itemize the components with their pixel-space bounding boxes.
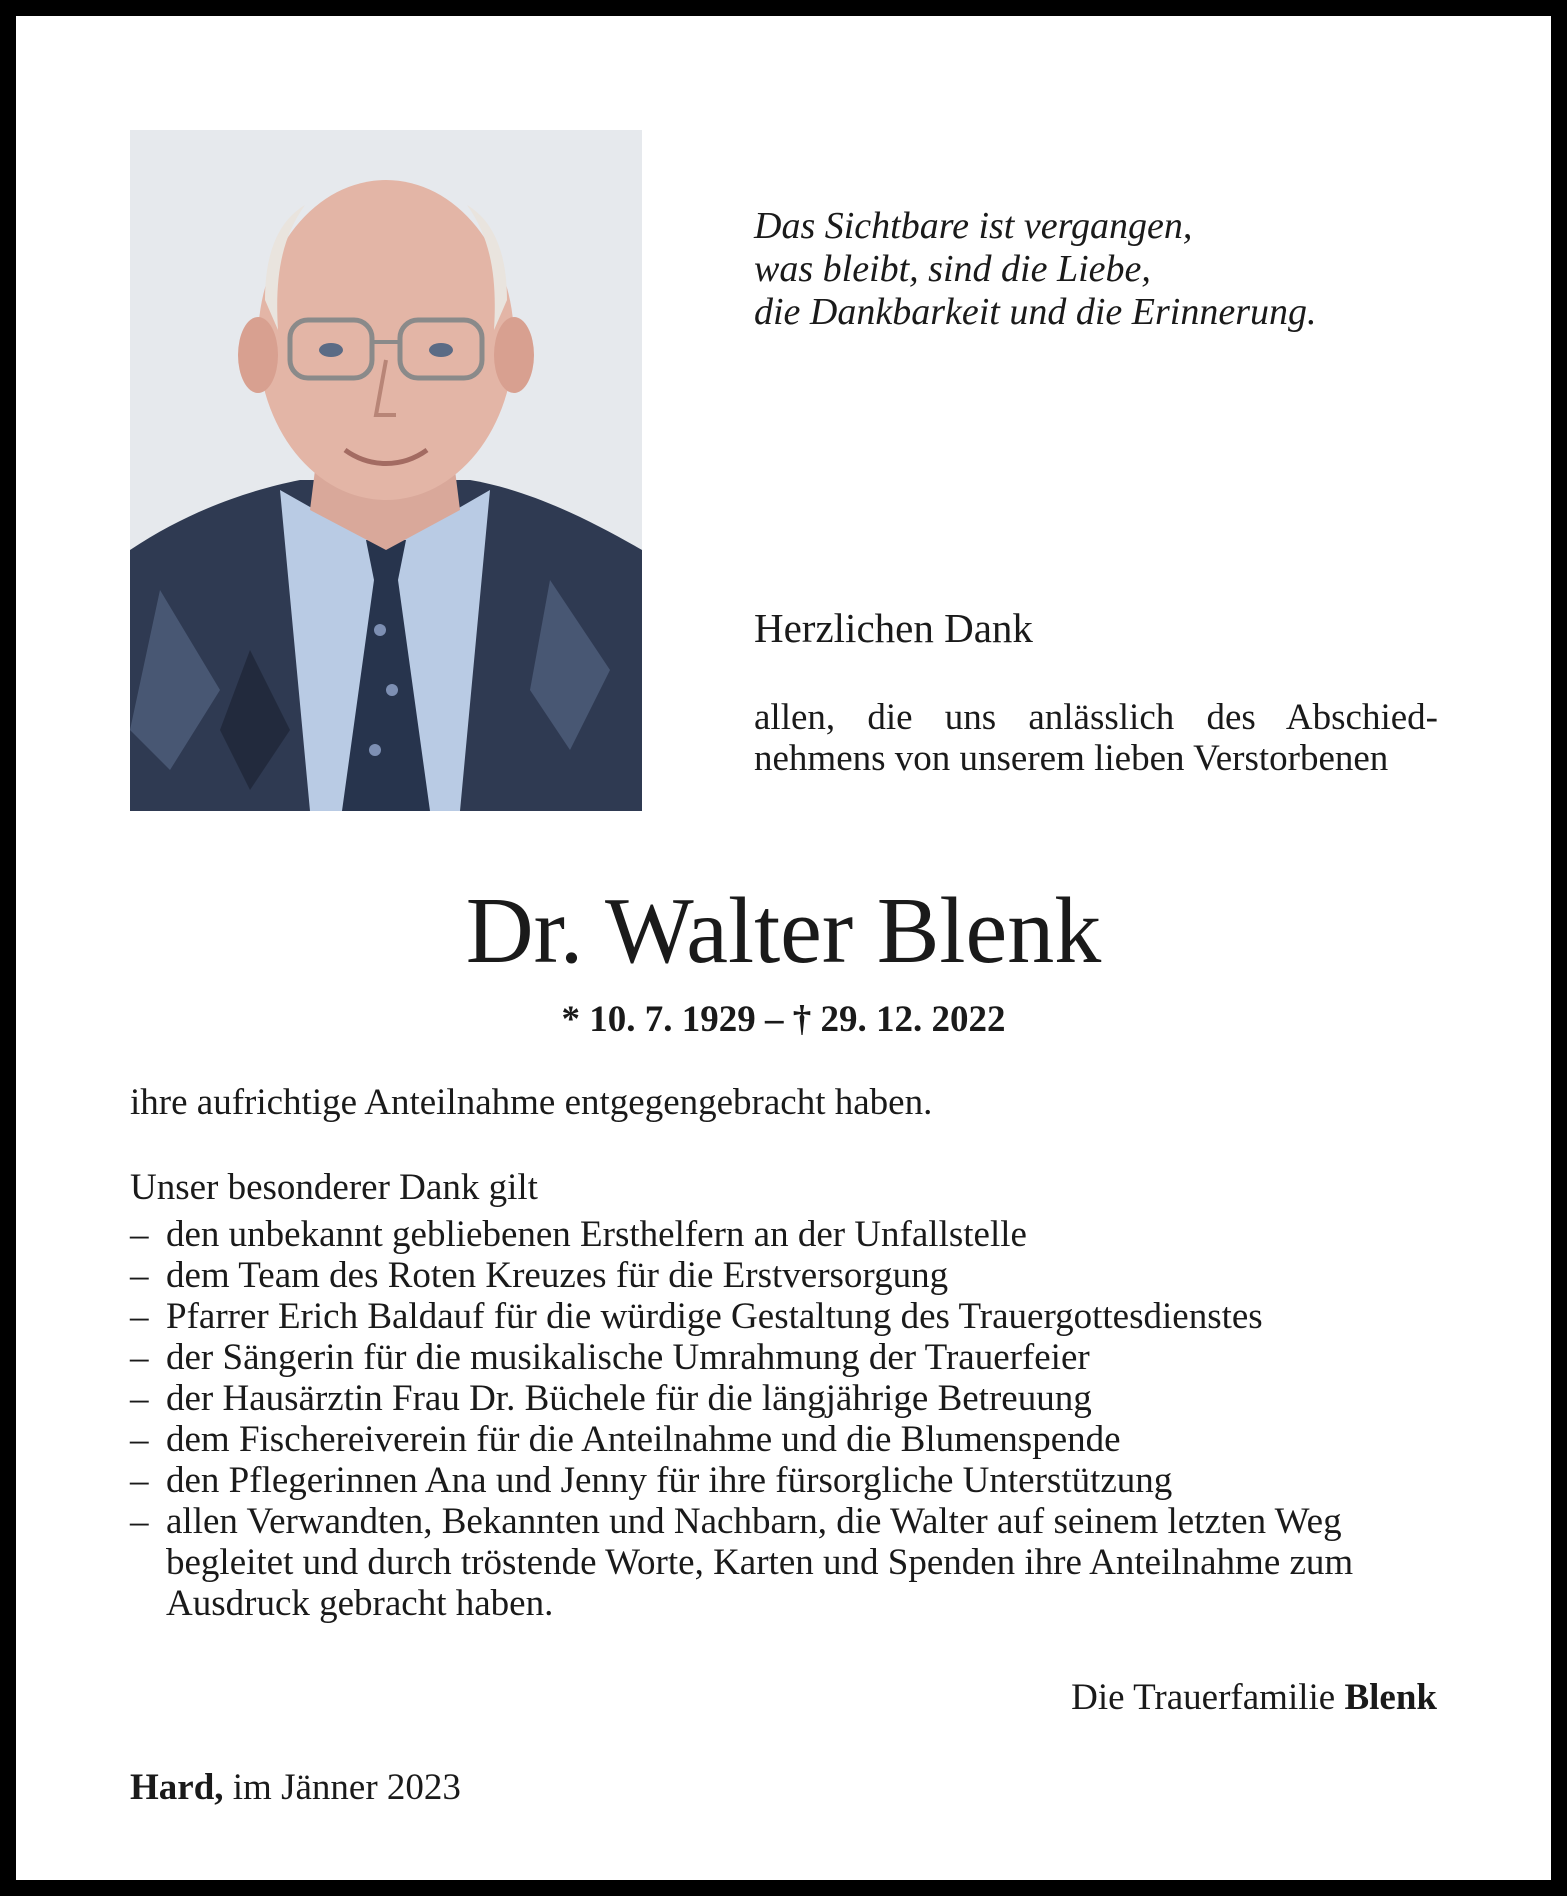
- list-dash: –: [130, 1214, 149, 1255]
- signature-prefix: Die Trauerfamilie: [1071, 1677, 1336, 1718]
- thanks-list: [130, 1214, 1440, 1624]
- list-item: [130, 1255, 1440, 1296]
- list-item: [130, 1501, 1440, 1624]
- list-item-text: der Sängerin für die musikalische Umrahmung der Trauerfeier: [166, 1337, 1090, 1378]
- list-dash: –: [130, 1255, 149, 1296]
- memorial-quote: [754, 205, 1317, 334]
- list-item: [130, 1460, 1440, 1501]
- portrait-photo: [130, 130, 642, 811]
- thanks-heading: Herzlichen Dank: [754, 605, 1033, 651]
- list-dash: –: [130, 1337, 149, 1378]
- place-date-text: im Jänner 2023: [232, 1767, 461, 1808]
- place-town: Hard,: [130, 1767, 224, 1808]
- list-item-text: dem Fischereiverein für die Anteilnahme und die Blumenspende: [166, 1419, 1121, 1460]
- list-item: [130, 1419, 1440, 1460]
- deceased-name: Dr. Walter Blenk: [465, 879, 1102, 983]
- list-item: [130, 1337, 1440, 1378]
- list-item: [130, 1296, 1440, 1337]
- list-dash: –: [130, 1419, 149, 1460]
- portrait-illustration: [130, 130, 642, 811]
- quote-line: Das Sichtbare ist vergangen,: [754, 205, 1193, 247]
- special-thanks-heading: Unser besonderer Dank gilt: [130, 1167, 538, 1208]
- sympathy-line: ihre aufrichtige Anteilnahme entgegengebracht haben.: [130, 1082, 933, 1123]
- quote-line: was bleibt, sind die Liebe,: [754, 248, 1151, 290]
- thanks-intro: allen, die uns anlässlich des Abschiednehmens von unserem lieben Verstorbenen: [754, 697, 1438, 779]
- list-dash: –: [130, 1460, 149, 1501]
- list-dash: –: [130, 1501, 149, 1542]
- list-item: [130, 1378, 1440, 1419]
- list-dash: –: [130, 1378, 149, 1419]
- life-dates: * 10. 7. 1929 – † 29. 12. 2022: [561, 999, 1006, 1040]
- signature-family-name: Blenk: [1344, 1677, 1437, 1718]
- list-item-text: Pfarrer Erich Baldauf für die würdige Gestaltung des Trauergottesdienstes: [166, 1296, 1263, 1337]
- list-item-text: den Pflegerinnen Ana und Jenny für ihre fürsorgliche Unterstützung: [166, 1460, 1173, 1501]
- list-dash: –: [130, 1296, 149, 1337]
- list-item-text: den unbekannt gebliebenen Ersthelfern an der Unfallstelle: [166, 1214, 1027, 1255]
- list-item: [130, 1214, 1440, 1255]
- list-item-text: der Hausärztin Frau Dr. Büchele für die längjährige Betreuung: [166, 1378, 1092, 1419]
- family-signature: [1071, 1676, 1437, 1720]
- list-item-text: dem Team des Roten Kreuzes für die Erstversorgung: [166, 1255, 949, 1296]
- quote-line: die Dankbarkeit und die Erinnerung.: [754, 291, 1317, 333]
- list-item-text: allen Verwandten, Bekannten und Nachbarn, die Walter auf seinem letzten Weg begleitet und durch tröstende Worte, Karten und Spenden ihre Anteilnahme zum Ausdruck gebracht haben.: [166, 1501, 1354, 1624]
- place-date: [130, 1766, 461, 1810]
